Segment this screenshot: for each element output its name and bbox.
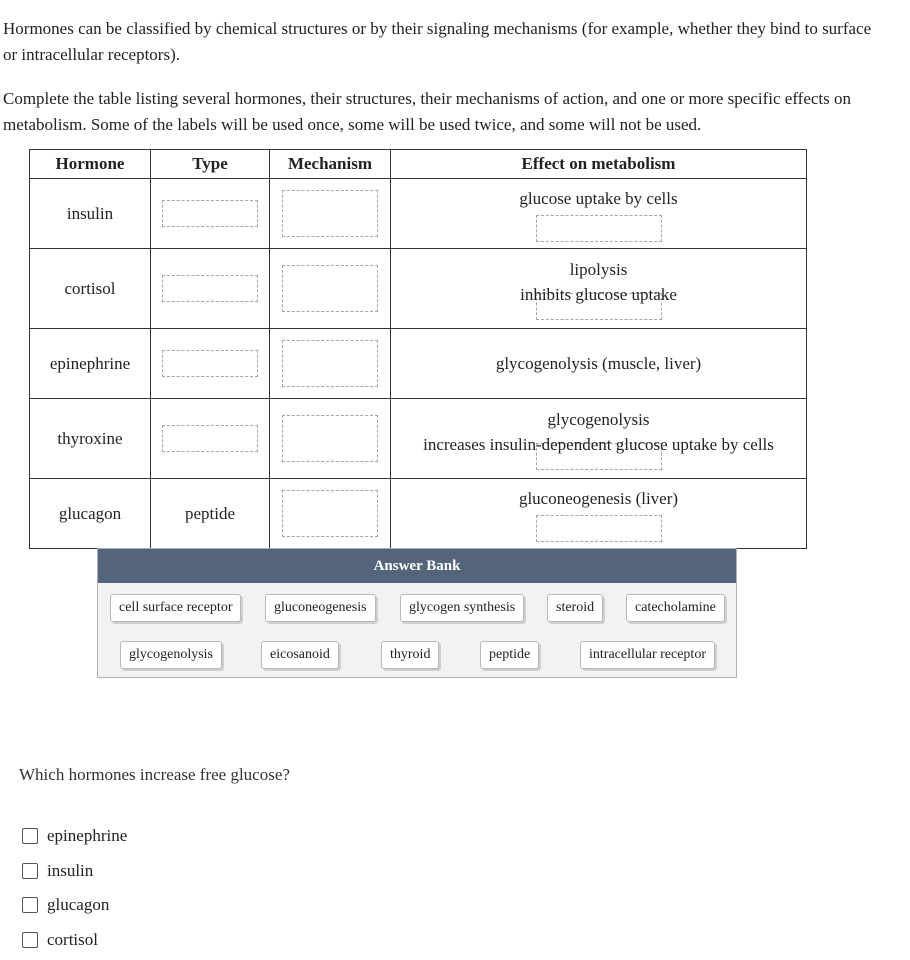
- effect-text: gluconeogenesis (liver): [518, 488, 679, 508]
- mechanism-drop-zone[interactable]: [282, 415, 378, 462]
- option-label: cortisol: [47, 930, 98, 949]
- table-row: [30, 179, 807, 249]
- hormone-name: insulin: [30, 179, 151, 249]
- answer-chip[interactable]: catecholamine: [626, 594, 725, 622]
- question-text: Which hormones increase free glucose?: [19, 765, 290, 784]
- option-label: glucagon: [47, 895, 110, 914]
- mechanism-drop-zone[interactable]: [282, 190, 378, 237]
- effect-text: inhibits glucose uptake: [520, 285, 677, 304]
- answer-bank-title: Answer Bank: [98, 549, 736, 583]
- mechanism-drop-zone[interactable]: [282, 490, 378, 537]
- checkbox[interactable]: [22, 828, 38, 844]
- intro-paragraph-1: Hormones can be classified by chemical structures or by their signaling mechanisms (for example, whether they bind to surface or intracellular receptors).: [3, 19, 872, 64]
- intro-paragraph-2: Complete the table listing several hormones, their structures, their mechanisms of action, and one or more specific effects on metabolism. Some of the labels will be used once, some will be used twice, and some will not be used.: [3, 89, 852, 134]
- checkbox[interactable]: [22, 932, 38, 948]
- hormone-name: glucagon: [30, 479, 151, 549]
- answer-chip[interactable]: gluconeogenesis: [265, 594, 376, 622]
- hormone-name: epinephrine: [30, 329, 151, 399]
- answer-chip[interactable]: eicosanoid: [261, 641, 339, 669]
- type-drop-zone[interactable]: [162, 350, 258, 377]
- answer-chip[interactable]: steroid: [547, 594, 603, 622]
- option-label: epinephrine: [47, 826, 128, 845]
- option-label: insulin: [47, 861, 94, 880]
- header-type: Type: [151, 150, 270, 179]
- answer-chip[interactable]: peptide: [480, 641, 539, 669]
- table-row: [30, 249, 807, 329]
- hormone-name: thyroxine: [30, 399, 151, 479]
- type-value: peptide: [151, 479, 270, 549]
- table-row: [30, 329, 807, 399]
- answer-bank: [97, 548, 737, 678]
- answer-chip[interactable]: cell surface receptor: [110, 594, 241, 622]
- option-cortisol[interactable]: [22, 929, 98, 951]
- checkbox[interactable]: [22, 897, 38, 913]
- hormone-table: [29, 149, 807, 549]
- effect-text: increases insulin-dependent glucose uptake by cells: [423, 435, 774, 454]
- effect-text: lipolysis: [569, 260, 628, 279]
- hormone-name: cortisol: [30, 249, 151, 329]
- checkbox[interactable]: [22, 863, 38, 879]
- header-effect: Effect on metabolism: [391, 150, 807, 179]
- option-epinephrine[interactable]: [22, 825, 127, 847]
- type-drop-zone[interactable]: [162, 425, 258, 452]
- effect-text: glycogenolysis: [547, 410, 650, 429]
- option-glucagon[interactable]: [22, 894, 109, 916]
- answer-chip[interactable]: intracellular receptor: [580, 641, 715, 669]
- table-row: [30, 399, 807, 479]
- type-drop-zone[interactable]: [162, 200, 258, 227]
- table-row: [30, 479, 807, 549]
- effect-text: glucose uptake by cells: [519, 188, 678, 208]
- answer-chip[interactable]: thyroid: [381, 641, 439, 669]
- header-hormone: Hormone: [30, 150, 151, 179]
- mechanism-drop-zone[interactable]: [282, 340, 378, 387]
- option-insulin[interactable]: [22, 860, 93, 882]
- header-mechanism: Mechanism: [270, 150, 391, 179]
- effect-text: glycogenolysis (muscle, liver): [495, 354, 702, 373]
- answer-chip[interactable]: glycogenolysis: [120, 641, 222, 669]
- answer-chip[interactable]: glycogen synthesis: [400, 594, 524, 622]
- type-drop-zone[interactable]: [162, 275, 258, 302]
- effect-drop-zone[interactable]: [536, 215, 662, 242]
- mechanism-drop-zone[interactable]: [282, 265, 378, 312]
- effect-drop-zone[interactable]: [536, 515, 662, 542]
